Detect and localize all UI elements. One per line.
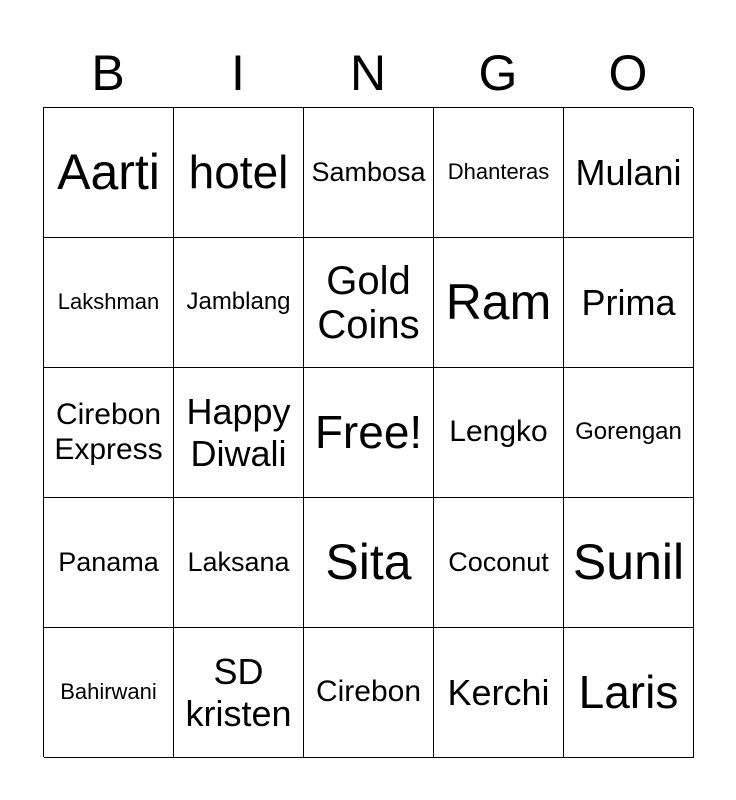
cell-label: Sunil <box>572 534 685 591</box>
cell-label: Gorengan <box>575 418 682 446</box>
bingo-cell[interactable] <box>174 628 304 758</box>
bingo-cell[interactable] <box>304 628 434 758</box>
header-letter-o: O <box>608 45 648 101</box>
cell-label: Happy Diwali <box>186 391 291 474</box>
cell-label: Sita <box>325 534 412 591</box>
cell-label: Sambosa <box>311 157 426 188</box>
cell-label: Jamblang <box>186 288 291 316</box>
bingo-cell[interactable] <box>304 108 434 238</box>
cell-label: Laris <box>578 666 679 719</box>
cell-label: Dhanteras <box>447 159 550 185</box>
bingo-cell[interactable] <box>564 238 694 368</box>
header-letter-g: G <box>478 45 518 101</box>
cell-label: Mulani <box>575 151 682 193</box>
bingo-card-grid <box>43 107 693 757</box>
bingo-cell-free[interactable] <box>304 368 434 498</box>
bingo-cell[interactable] <box>174 108 304 238</box>
cell-label: Free! <box>314 406 423 459</box>
cell-label: Lakshman <box>57 289 160 315</box>
bingo-cell[interactable] <box>434 628 564 758</box>
bingo-header <box>43 40 693 106</box>
cell-label: Lengko <box>449 415 548 449</box>
bingo-cell[interactable] <box>564 368 694 498</box>
cell-label: Gold Coins <box>317 258 420 347</box>
cell-label: Laksana <box>187 547 290 578</box>
cell-label: Ram <box>445 274 552 331</box>
bingo-cell[interactable] <box>564 498 694 628</box>
bingo-cell[interactable] <box>304 238 434 368</box>
header-letter-i: I <box>231 45 245 101</box>
bingo-cell[interactable] <box>44 368 174 498</box>
cell-label: Kerchi <box>447 671 550 713</box>
cell-label: Cirebon Express <box>54 398 163 466</box>
cell-label: hotel <box>188 146 289 199</box>
bingo-cell[interactable] <box>44 108 174 238</box>
cell-label: SD kristen <box>185 651 292 734</box>
header-letter-b: B <box>91 45 125 101</box>
cell-label: Coconut <box>448 547 549 578</box>
cell-label: Panama <box>58 547 159 578</box>
bingo-cell[interactable] <box>44 498 174 628</box>
bingo-cell[interactable] <box>434 108 564 238</box>
bingo-cell[interactable] <box>44 628 174 758</box>
bingo-cell[interactable] <box>174 498 304 628</box>
bingo-cell[interactable] <box>434 368 564 498</box>
header-letter-n: N <box>349 45 387 101</box>
bingo-cell[interactable] <box>434 498 564 628</box>
bingo-cell[interactable] <box>174 238 304 368</box>
bingo-cell[interactable] <box>434 238 564 368</box>
cell-label: Bahirwani <box>60 679 157 705</box>
bingo-cell[interactable] <box>564 108 694 238</box>
bingo-cell[interactable] <box>564 628 694 758</box>
bingo-cell[interactable] <box>304 498 434 628</box>
cell-label: Cirebon <box>315 675 422 709</box>
bingo-cell[interactable] <box>174 368 304 498</box>
bingo-cell[interactable] <box>44 238 174 368</box>
cell-label: Aarti <box>57 144 160 201</box>
cell-label: Prima <box>581 281 676 323</box>
